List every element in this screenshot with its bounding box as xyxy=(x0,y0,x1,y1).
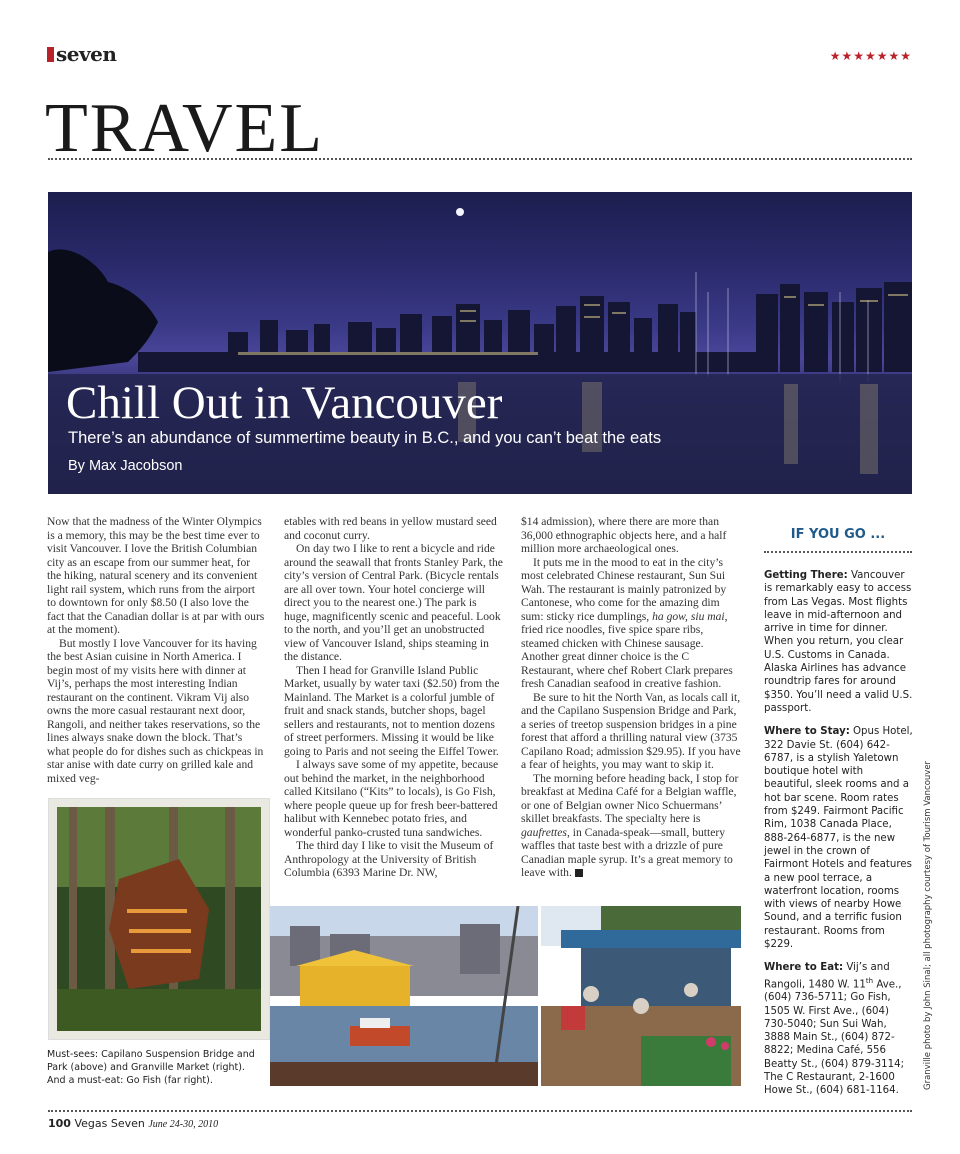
article-column-2 xyxy=(284,515,504,880)
hero-image xyxy=(48,192,912,494)
sidebar-where-to-stay: Where to Stay: Opus Hotel, 322 Davie St. (604) 642-6787, is a stylish Yaletown boutique hotel with beautiful, sleek rooms and a hot bar scene. Room rates from $249. Fairmont Pacific Rim, 1038 Canada Place, 888-264-6877, is the new jewel in the crown of Fairmont Hotels and features a new pool terrace, a waterfront location, rooms with views of nearby Howe Sound, and a terrific fusion restaurant. Rooms from $229. xyxy=(764,726,913,951)
paragraph: Be sure to hit the North Van, as locals call it, and the Capilano Suspension Bridge and Park, a series of treetop suspension bridges in a pine forest that afford a thrilling natural view (3735 Capilano Road; admission $29.95). If you have a fear of heights, you may want to skip it. xyxy=(521,690,741,771)
logo-text: seven xyxy=(56,42,117,66)
paragraph: It puts me in the mood to eat in the city’s most celebrated Chinese restaurant, Sun Sui Wah. The restaurant is mainly patronized by Cantonese, who come for the amazing dim sum: sticky rice dumplings, ha gow, siu mai, fried rice noodles, five spice spare ribs, steamed chicken with Chinese sausage. Another great dinner choice is the C Restaurant, where chef Robert Clark prepares fresh Canadian seafood in creative fashion. xyxy=(521,555,733,690)
sidebar-info xyxy=(764,569,914,1108)
paragraph: The morning before heading back, I stop for breakfast at Medina Café for a Belgian waffle, or one of Belgian owner Nico Schuermans’ skillet breakfasts. The specialty here is gaufrettes, in Canada-speak—small, buttery waffles that taste best with a drizzle of pure Canadian maple syrup. It’s a great memory to leave with. xyxy=(521,771,739,879)
photo-caption: Must-sees: Capilano Suspension Bridge and Park (above) and Granville Market (right). And a must-eat: Go Fish (far right). xyxy=(47,1049,255,1086)
header-divider xyxy=(48,158,912,160)
article-column-3 xyxy=(521,515,742,880)
article-byline: By Max Jacobson xyxy=(68,458,183,474)
go-fish-photo xyxy=(541,906,741,1086)
sidebar-heading: IF YOU GO ... xyxy=(790,527,886,542)
footer-divider xyxy=(48,1110,912,1112)
section-title: TRAVEL xyxy=(45,90,325,167)
article-column-1 xyxy=(47,515,266,785)
page-number: 100 xyxy=(48,1117,71,1130)
end-of-article-icon xyxy=(575,869,583,877)
article-headline: Chill Out in Vancouver xyxy=(66,377,503,429)
sidebar-where-to-eat: Where to Eat: Vij’s and Rangoli, 1480 W. 11th Ave., (604) 736-5711; Go Fish, 1505 W. First Ave., (604) 730-5040; Sun Sui Wah, 3888 Main St., (604) 872-8822; Medina Café, 556 Beatty St., (604) 879-3114; The C Restaurant, 2-1600 Howe St., (604) 681-1164. xyxy=(764,962,905,1097)
vancouver-skyline-illustration xyxy=(48,192,912,494)
capilano-bridge-photo xyxy=(48,798,270,1040)
issue-date: June 24-30, 2010 xyxy=(148,1119,219,1130)
page-footer xyxy=(48,1117,218,1130)
publication-name: Vegas Seven xyxy=(74,1117,145,1130)
paragraph: etables with red beans in yellow mustard seed and coconut curry. xyxy=(284,515,497,542)
photo-credit: Granville photo by John Sinal; all photography courtesy of Tourism Vancouver xyxy=(923,760,933,1090)
paragraph: I always save some of my appetite, because out behind the market, in the neighborhood called Kitsilano (“Kits” to locals), is Go Fish, where people queue up for fresh beer-battered halibut with Kennebec potato fries, and wonderful panko-crusted tuna sandwiches. xyxy=(284,758,499,839)
paragraph: Now that the madness of the Winter Olympics is a memory, this may be the best time ever to visit Vancouver. I love the British Columbian city as an escape from our summer heat, for the hiking, natural scenery and its convenient light rail system, which runs from the airport to downtown for only $8.50 (I also love the fact that the Canadian dollar is at par with ours at the moment). xyxy=(47,515,265,636)
granville-market-photo xyxy=(270,906,538,1086)
star-rating: ★★★★★★★ xyxy=(829,49,912,63)
paragraph: $14 admission), where there are more than 36,000 ethnographic objects here, and a half million more archaeological ones. xyxy=(521,515,727,555)
sidebar-getting-there: Getting There: Vancouver is remarkably easy to access from Las Vegas. Most flights leave in mid-afternoon and arrive in time for dinner. When you return, you clear U.S. Customs in Canada. Alaska Airlines has advance roundtrip fares for around $350. You’ll need a valid U.S. passport. xyxy=(764,570,913,714)
paragraph: Then I head for Granville Island Public Market, usually by water taxi ($2.50) from the Mainland. The Market is a colorful jumble of fruit and snack stands, butcher shops, bagel sellers and restaurants, not to mention dozens of street performers. Missing it would be like going to Paris and not seeing the Eiffel Tower. xyxy=(284,663,500,758)
article-subheadline: There’s an abundance of summertime beauty in B.C., and you can’t beat the eats xyxy=(68,429,662,447)
sidebar-divider xyxy=(764,551,912,553)
paragraph: The third day I like to visit the Museum of Anthropology at the University of British Columbia (6393 Marine Dr. NW, xyxy=(284,839,494,879)
paragraph: But mostly I love Vancouver for its having the best Asian cuisine in North America. I begin most of my visits here with dinner at Vij’s, perhaps the most interesting Indian restaurant on the continent. Vikram Vij also owns the more casual restaurant next door, Rangoli, and neither takes reservations, so the lines always snake down the block. That’s what people do for dishes such as chickpeas in star anise with date curry on grilled kale and mixed veg- xyxy=(47,636,264,785)
logo-bar xyxy=(47,47,54,62)
paragraph: On day two I like to rent a bicycle and ride around the seawall that fronts Stanley Park, the city’s version of Central Park. (Bicycle rentals are all over town. Your hotel concierge will direct you to the nearest one.) The park is huge, magnificently scenic and peaceful. Look to the north, and you’ll get an unobstructed view of Vancouver Island, ships steaming in the distance. xyxy=(284,542,503,663)
publication-logo xyxy=(47,42,116,66)
